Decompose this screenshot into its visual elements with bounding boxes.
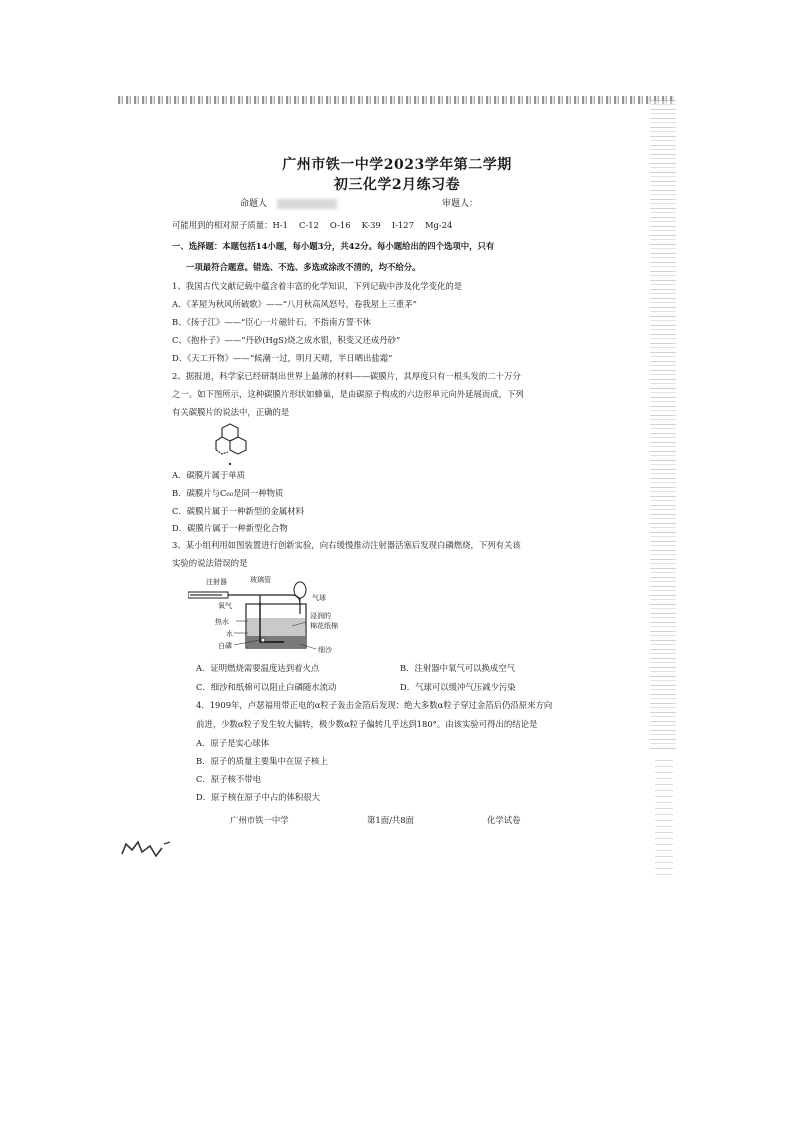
q2-stem-line3: 有关碳膜片的说法中，正确的是: [172, 407, 290, 417]
q1-stem: 1、我国古代文献记载中蕴含着丰富的化学知识，下列记载中涉及化学变化的是: [172, 281, 463, 291]
footer-subject: 化学试卷: [487, 815, 521, 825]
label-balloon: 气球: [312, 594, 326, 602]
scan-edge-right: [650, 100, 676, 750]
q1-option-d: D、《天工开物》——“候潮一过，明月天晴，半日晒出盐霜”: [172, 353, 393, 363]
q3-option-d: D．气球可以缓冲气压减少污染: [400, 682, 516, 692]
label-wet-paper-1: 浸润的: [310, 612, 331, 620]
section-heading-line1: 一、选择题：本题包括14小题，每小题3分，共42分。每小题给出的四个选项中，只有: [172, 241, 495, 251]
q1-option-a: A、《茅屋为秋风所破歌》——“八月秋高风怒号，卷我屋上三重茅”: [172, 299, 417, 309]
scan-edge-top: [118, 96, 674, 104]
q3-option-c: C．细沙和纸棉可以阻止白磷随水流动: [196, 682, 337, 692]
label-hot-water: 热水: [215, 618, 229, 626]
label-syringe: 注射器: [206, 578, 227, 586]
q2-option-a: A．碳膜片属于单质: [172, 470, 246, 480]
q4-stem-line1: 4．1909年，卢瑟福用带正电的α粒子轰击金箔后发现：绝大多数α粒子穿过金箔后仍沿原来方向: [196, 700, 553, 710]
footer-page: 第1面/共8面: [367, 815, 414, 825]
combustion-apparatus-figure: [188, 574, 358, 656]
q4-option-a: A．原子是实心球体: [196, 738, 270, 748]
label-oxygen: 氧气: [218, 602, 232, 610]
q4-option-c: C．原子核不带电: [196, 774, 262, 784]
q2-option-b: B．碳膜片与C₆₀是同一种物质: [172, 488, 284, 498]
exam-subtitle: 初三化学2月练习卷: [333, 177, 461, 193]
label-wet-paper-2: 棉花纸棉: [310, 622, 338, 630]
author-label: 命题人: [240, 199, 268, 209]
q4-option-d: D．原子核在原子中占的体积很大: [196, 792, 320, 802]
q3-option-b: B．注射器中氧气可以换成空气: [400, 663, 516, 673]
section-heading-line2: 一项最符合题意。错选、不选、多选或涂改不清的，均不给分。: [186, 262, 421, 272]
label-glass-tube: 玻璃管: [250, 576, 271, 584]
label-fine-sand: 细沙: [318, 646, 332, 654]
q3-option-a: A．证明燃烧需要温度达到着火点: [196, 663, 320, 673]
label-water: 水: [226, 630, 233, 638]
q3-stem-line1: 3、某小组利用如图装置进行创新实验，向右缓慢推动注射器活塞后发现白磷燃烧，下列有关该: [172, 540, 521, 550]
q4-stem-line2: 前进，少数α粒子发生较大偏转，极少数α粒子偏转几乎达到180°。由该实验可得出的结论是: [196, 719, 538, 729]
q3-stem-line2: 实验的说法错误的是: [172, 558, 248, 568]
atomic-masses: 可能用到的相对原子质量：H-1 C-12 O-16 K-39 I-127 Mg-24: [172, 220, 453, 230]
q2-stem-line1: 2、据报道，科学家已经研制出世界上最薄的材料——碳膜片，其厚度只有一根头发的二十万分: [172, 371, 521, 381]
q2-stem-line2: 之一。如下图所示，这种碳膜片形状如蜂巢，是由碳原子构成的六边形单元向外延展而成，下列: [172, 389, 524, 399]
redacted-name: [277, 199, 337, 209]
scan-edge-right-lower: [655, 760, 673, 880]
footer-school: 广州市铁一中学: [230, 815, 289, 825]
q2-option-d: D．碳膜片属于一种新型化合物: [172, 523, 288, 533]
label-white-phosphorus: 白磷: [218, 642, 232, 650]
q1-option-c: C、《抱朴子》——“丹砂(HgS)烧之成水银，积变又还成丹砂”: [172, 335, 401, 345]
q4-option-b: B．原子的质量主要集中在原子核上: [196, 756, 328, 766]
q2-option-c: C．碳膜片属于一种新型的金属材料: [172, 506, 305, 516]
graphene-structure-figure: [208, 420, 258, 468]
exam-title: 广州市铁一中学2023学年第二学期: [282, 157, 512, 173]
q1-option-b: B、《扬子江》——“臣心一片磁针石，不指南方誓不休: [172, 317, 371, 327]
reviewer-label: 审题人：: [442, 199, 479, 209]
margin-scribble: [120, 836, 172, 860]
